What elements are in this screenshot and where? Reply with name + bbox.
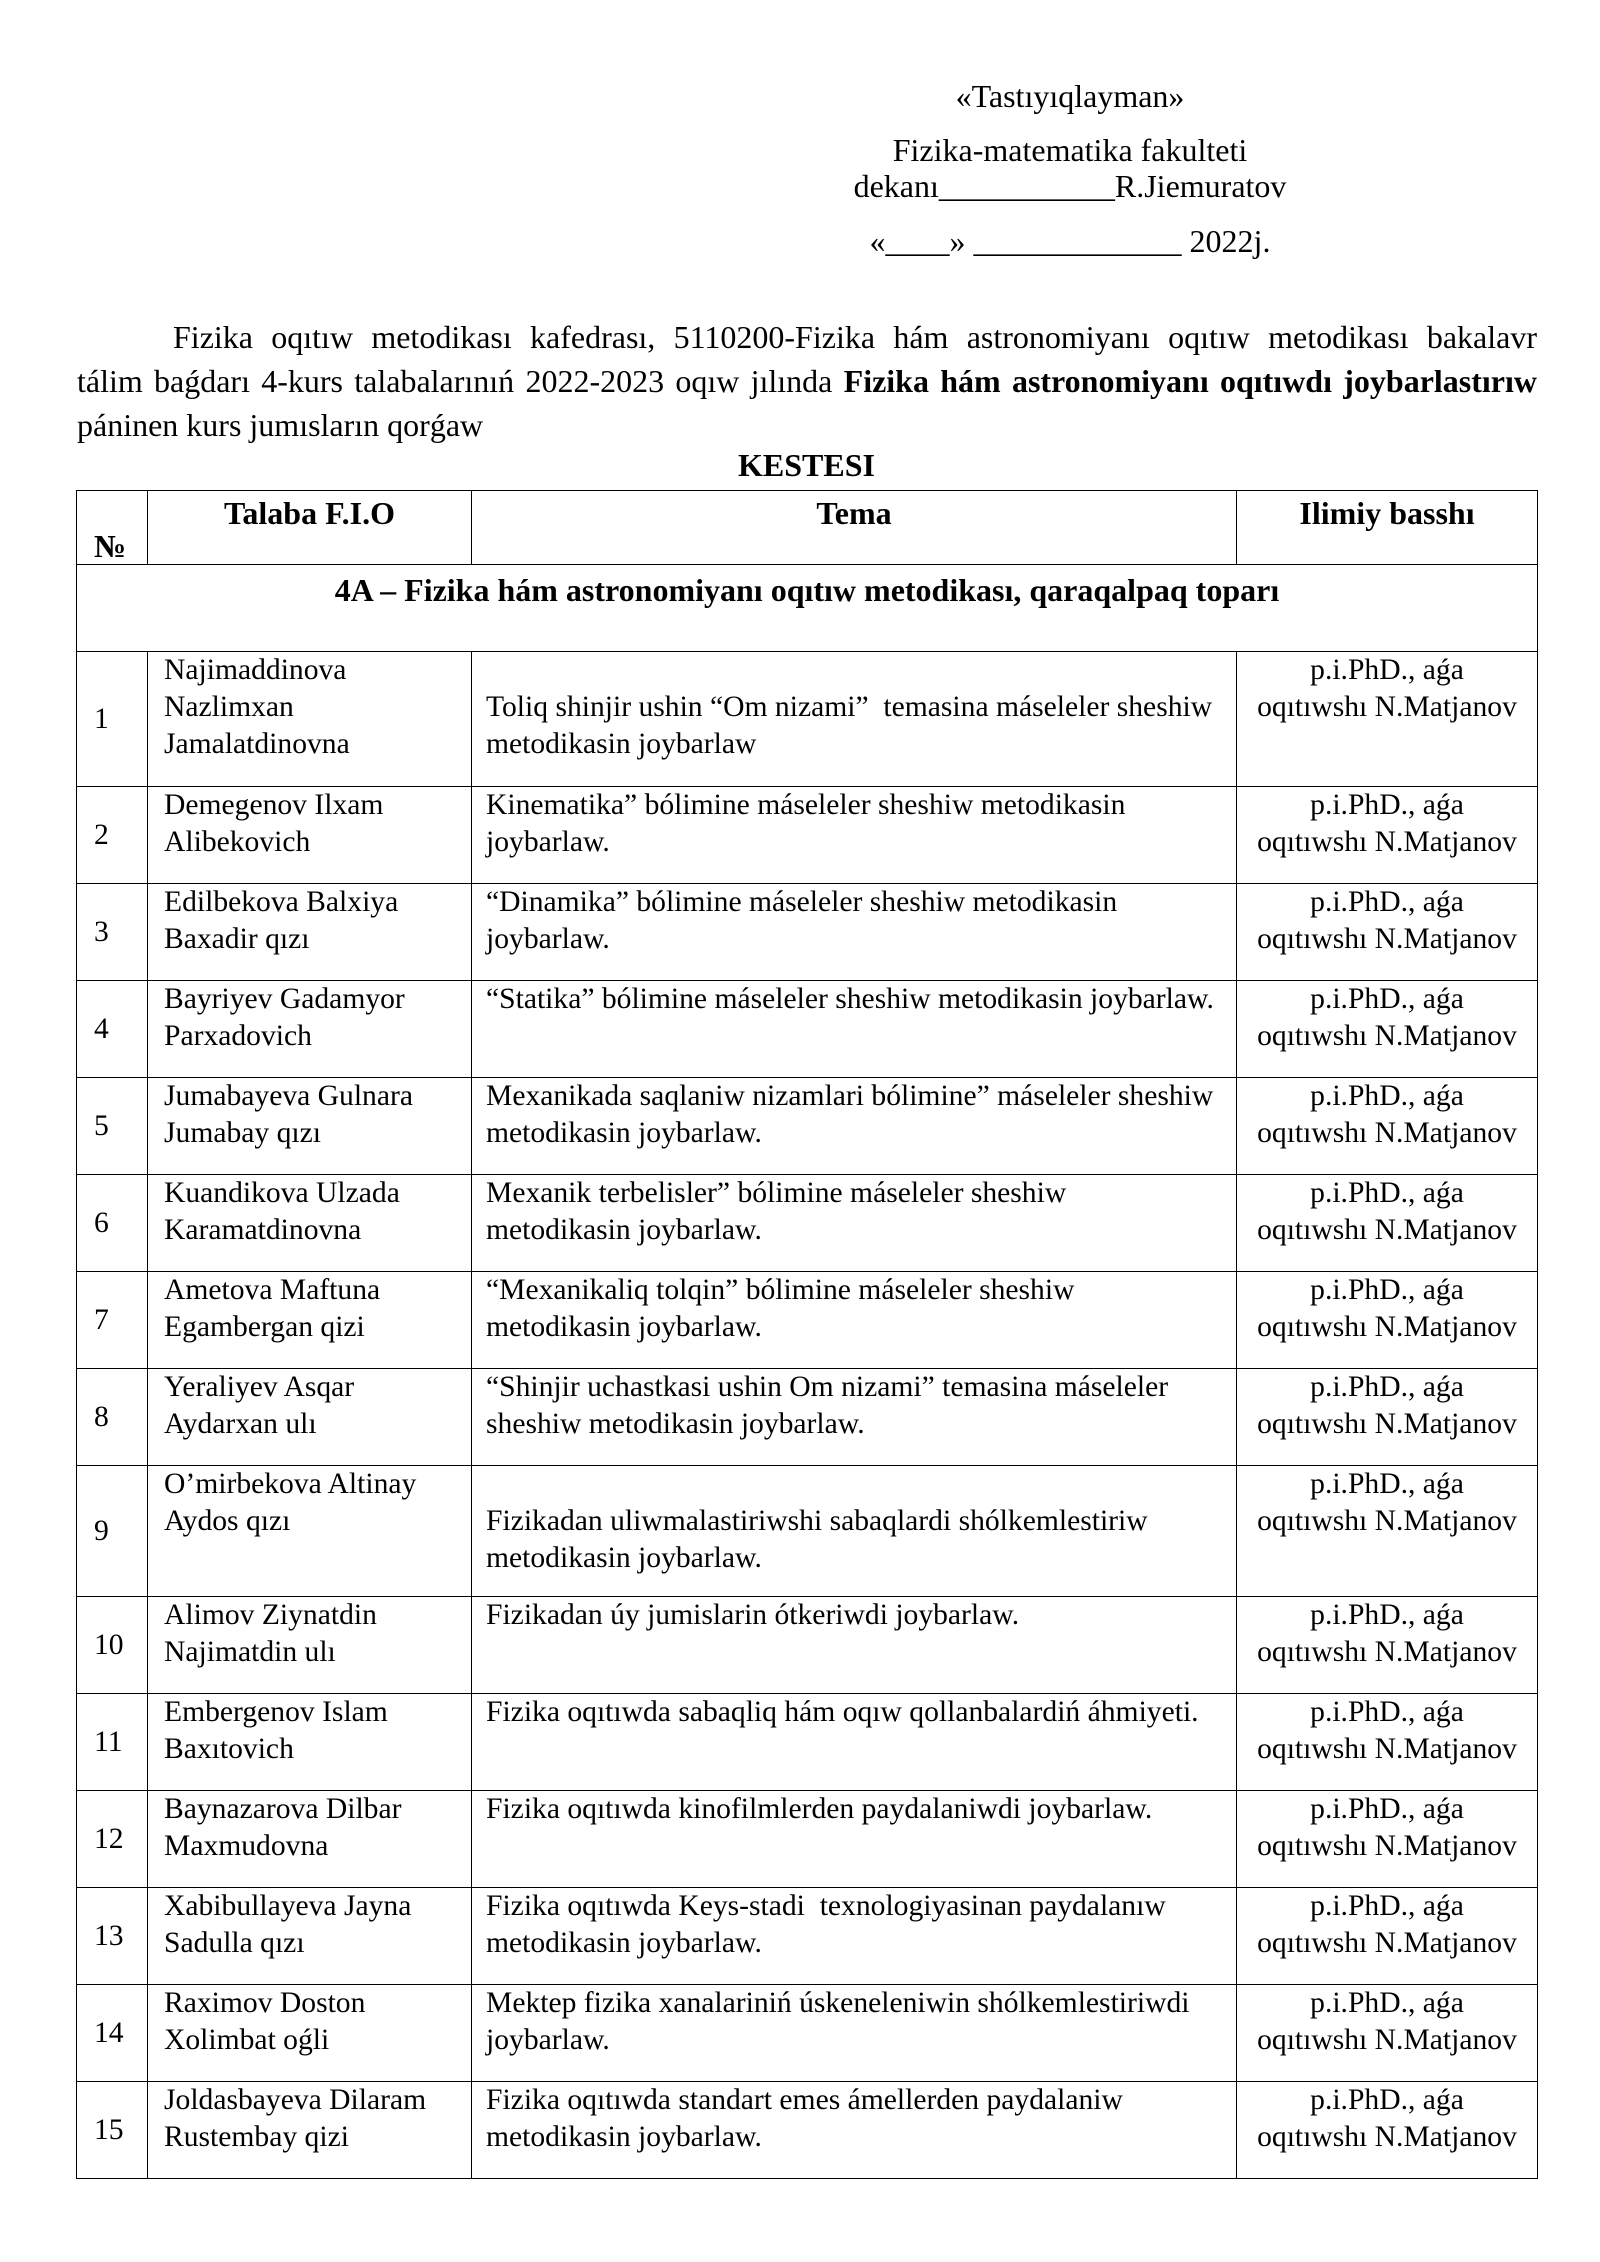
advisor: p.i.PhD., aǵa oqıtıwshı N.Matjanov <box>1237 1694 1538 1791</box>
student-name: Yeraliyev Asqar Aydarxan ulı <box>148 1369 472 1466</box>
intro-line: páninen kurs jumısların qorǵaw <box>77 407 484 443</box>
row-number: 4 <box>77 981 148 1078</box>
topic: “Dinamika” bólimine máseleler sheshiw metodikasin joybarlaw. <box>472 884 1237 981</box>
student-name: Alimov Ziynatdin Najimatdin ulı <box>148 1597 472 1694</box>
advisor: p.i.PhD., aǵa oqıtıwshı N.Matjanov <box>1237 1078 1538 1175</box>
student-name: Jumabayeva Gulnara Jumabay qızı <box>148 1078 472 1175</box>
header-advisor: Ilimiy basshı <box>1237 491 1538 565</box>
course-title: Fizika hám astronomiyanı oqıtıwdı joybarlastırıw <box>843 363 1538 399</box>
student-name: Edilbekova Balxiya Baxadir qızı <box>148 884 472 981</box>
row-number: 15 <box>77 2082 148 2179</box>
header-topic: Tema <box>472 491 1237 565</box>
approval-faculty: Fizika-matematika fakulteti <box>892 132 1248 168</box>
row-number: 3 <box>77 884 148 981</box>
row-number: 10 <box>77 1597 148 1694</box>
row-number: 7 <box>77 1272 148 1369</box>
row-number: 8 <box>77 1369 148 1466</box>
schedule-table <box>76 490 1538 2179</box>
row-number: 11 <box>77 1694 148 1791</box>
row-number: 14 <box>77 1985 148 2082</box>
advisor: p.i.PhD., aǵa oqıtıwshı N.Matjanov <box>1237 2082 1538 2179</box>
row-number: 6 <box>77 1175 148 1272</box>
student-name: Baynazarova Dilbar Maxmudovna <box>148 1791 472 1888</box>
advisor: p.i.PhD., aǵa oqıtıwshı N.Matjanov <box>1237 884 1538 981</box>
table-row <box>77 1985 1538 2082</box>
table-row <box>77 2082 1538 2179</box>
advisor: p.i.PhD., aǵa oqıtıwshı N.Matjanov <box>1237 1888 1538 1985</box>
student-name: Embergenov Islam Baxıtovich <box>148 1694 472 1791</box>
topic: Fizikadan uliwmalastiriwshi sabaqlardi shólkemlestiriw metodikasin joybarlaw. <box>472 1466 1237 1597</box>
student-name: Kuandikova Ulzada Karamatdinovna <box>148 1175 472 1272</box>
intro-text: tálim baǵdarı 4-kurs talabalarınıń 2022-2023 oqıw jılında <box>77 363 844 399</box>
table-row <box>77 1369 1538 1466</box>
table-row <box>77 652 1538 787</box>
table-row <box>77 1791 1538 1888</box>
topic: Fizikadan úy jumislarin ótkeriwdi joybarlaw. <box>472 1597 1237 1694</box>
intro-line: Fizika oqıtıw metodikası kafedrası, 5110200-Fizika hám astronomiyanı oqıtıw metodikası bakalavr <box>173 319 1537 355</box>
topic: Mektep fizika xanalariniń úskeneleniwin shólkemlestiriwdi joybarlaw. <box>472 1985 1237 2082</box>
student-name: Joldasbayeva Dilaram Rustembay qizi <box>148 2082 472 2179</box>
topic: Mexanikada saqlaniw nizamlari bólimine” máseleler sheshiw metodikasin joybarlaw. <box>472 1078 1237 1175</box>
topic: Fizika oqıtıwda Keys-stadi texnologiyasinan paydalanıw metodikasin joybarlaw. <box>472 1888 1237 1985</box>
approval-date: «____» _____________ 2022j. <box>869 223 1271 259</box>
table-row <box>77 1175 1538 1272</box>
table-row <box>77 1597 1538 1694</box>
topic: Fizika oqıtıwda standart emes ámellerden paydalaniw metodikasin joybarlaw. <box>472 2082 1237 2179</box>
student-name: O’mirbekova Altinay Aydos qızı <box>148 1466 472 1597</box>
table-row <box>77 884 1538 981</box>
topic: Mexanik terbelisler” bólimine máseleler sheshiw metodikasin joybarlaw. <box>472 1175 1237 1272</box>
advisor: p.i.PhD., aǵa oqıtıwshı N.Matjanov <box>1237 652 1538 787</box>
topic: “Mexanikaliq tolqin” bólimine máseleler sheshiw metodikasin joybarlaw. <box>472 1272 1237 1369</box>
table-header-row <box>77 491 1538 565</box>
header-student-name: Talaba F.I.O <box>148 491 472 565</box>
advisor: p.i.PhD., aǵa oqıtıwshı N.Matjanov <box>1237 1272 1538 1369</box>
row-number: 13 <box>77 1888 148 1985</box>
advisor: p.i.PhD., aǵa oqıtıwshı N.Matjanov <box>1237 1369 1538 1466</box>
table-row <box>77 981 1538 1078</box>
advisor: p.i.PhD., aǵa oqıtıwshı N.Matjanov <box>1237 1791 1538 1888</box>
table-row <box>77 1078 1538 1175</box>
approval-dean-signature: dekanı___________R.Jiemuratov <box>853 168 1287 204</box>
student-name: Najimaddinova Nazlimxan Jamalatdinovna <box>148 652 472 787</box>
intro-paragraph <box>77 315 1537 447</box>
document-heading: KESTESI <box>738 447 875 483</box>
topic: Kinematika” bólimine máseleler sheshiw metodikasin joybarlaw. <box>472 787 1237 884</box>
row-number: 9 <box>77 1466 148 1597</box>
student-name: Raximov Doston Xolimbat oǵli <box>148 1985 472 2082</box>
advisor: p.i.PhD., aǵa oqıtıwshı N.Matjanov <box>1237 981 1538 1078</box>
advisor: p.i.PhD., aǵa oqıtıwshı N.Matjanov <box>1237 1597 1538 1694</box>
row-number: 12 <box>77 1791 148 1888</box>
advisor: p.i.PhD., aǵa oqıtıwshı N.Matjanov <box>1237 787 1538 884</box>
topic: Fizika oqıtıwda sabaqliq hám oqıw qollanbalardiń áhmiyeti. <box>472 1694 1237 1791</box>
advisor: p.i.PhD., aǵa oqıtıwshı N.Matjanov <box>1237 1985 1538 2082</box>
student-name: Demegenov Ilxam Alibekovich <box>148 787 472 884</box>
topic: Toliq shinjir ushin “Om nizami” temasina máseleler sheshiw metodikasin joybarlaw <box>472 652 1237 787</box>
row-number: 5 <box>77 1078 148 1175</box>
row-number: 1 <box>77 652 148 787</box>
header-number: № <box>77 491 148 565</box>
table-row <box>77 1272 1538 1369</box>
student-name: Ametova Maftuna Egambergan qizi <box>148 1272 472 1369</box>
group-title: 4A – Fizika hám astronomiyanı oqıtıw metodikası, qaraqalpaq toparı <box>77 565 1538 652</box>
topic: “Statika” bólimine máseleler sheshiw metodikasin joybarlaw. <box>472 981 1237 1078</box>
advisor: p.i.PhD., aǵa oqıtıwshı N.Matjanov <box>1237 1175 1538 1272</box>
topic: Fizika oqıtıwda kinofilmlerden paydalaniwdi joybarlaw. <box>472 1791 1237 1888</box>
table-row <box>77 1466 1538 1597</box>
group-row <box>77 565 1538 652</box>
table-row <box>77 1888 1538 1985</box>
row-number: 2 <box>77 787 148 884</box>
advisor: p.i.PhD., aǵa oqıtıwshı N.Matjanov <box>1237 1466 1538 1597</box>
table-row <box>77 1694 1538 1791</box>
table-row <box>77 787 1538 884</box>
student-name: Bayriyev Gadamyor Parxadovich <box>148 981 472 1078</box>
topic: “Shinjir uchastkasi ushin Om nizami” temasina máseleler sheshiw metodikasin joybarlaw. <box>472 1369 1237 1466</box>
student-name: Xabibullayeva Jayna Sadulla qızı <box>148 1888 472 1985</box>
intro-line <box>77 359 1537 403</box>
approval-title: «Tastıyıqlayman» <box>955 78 1185 114</box>
